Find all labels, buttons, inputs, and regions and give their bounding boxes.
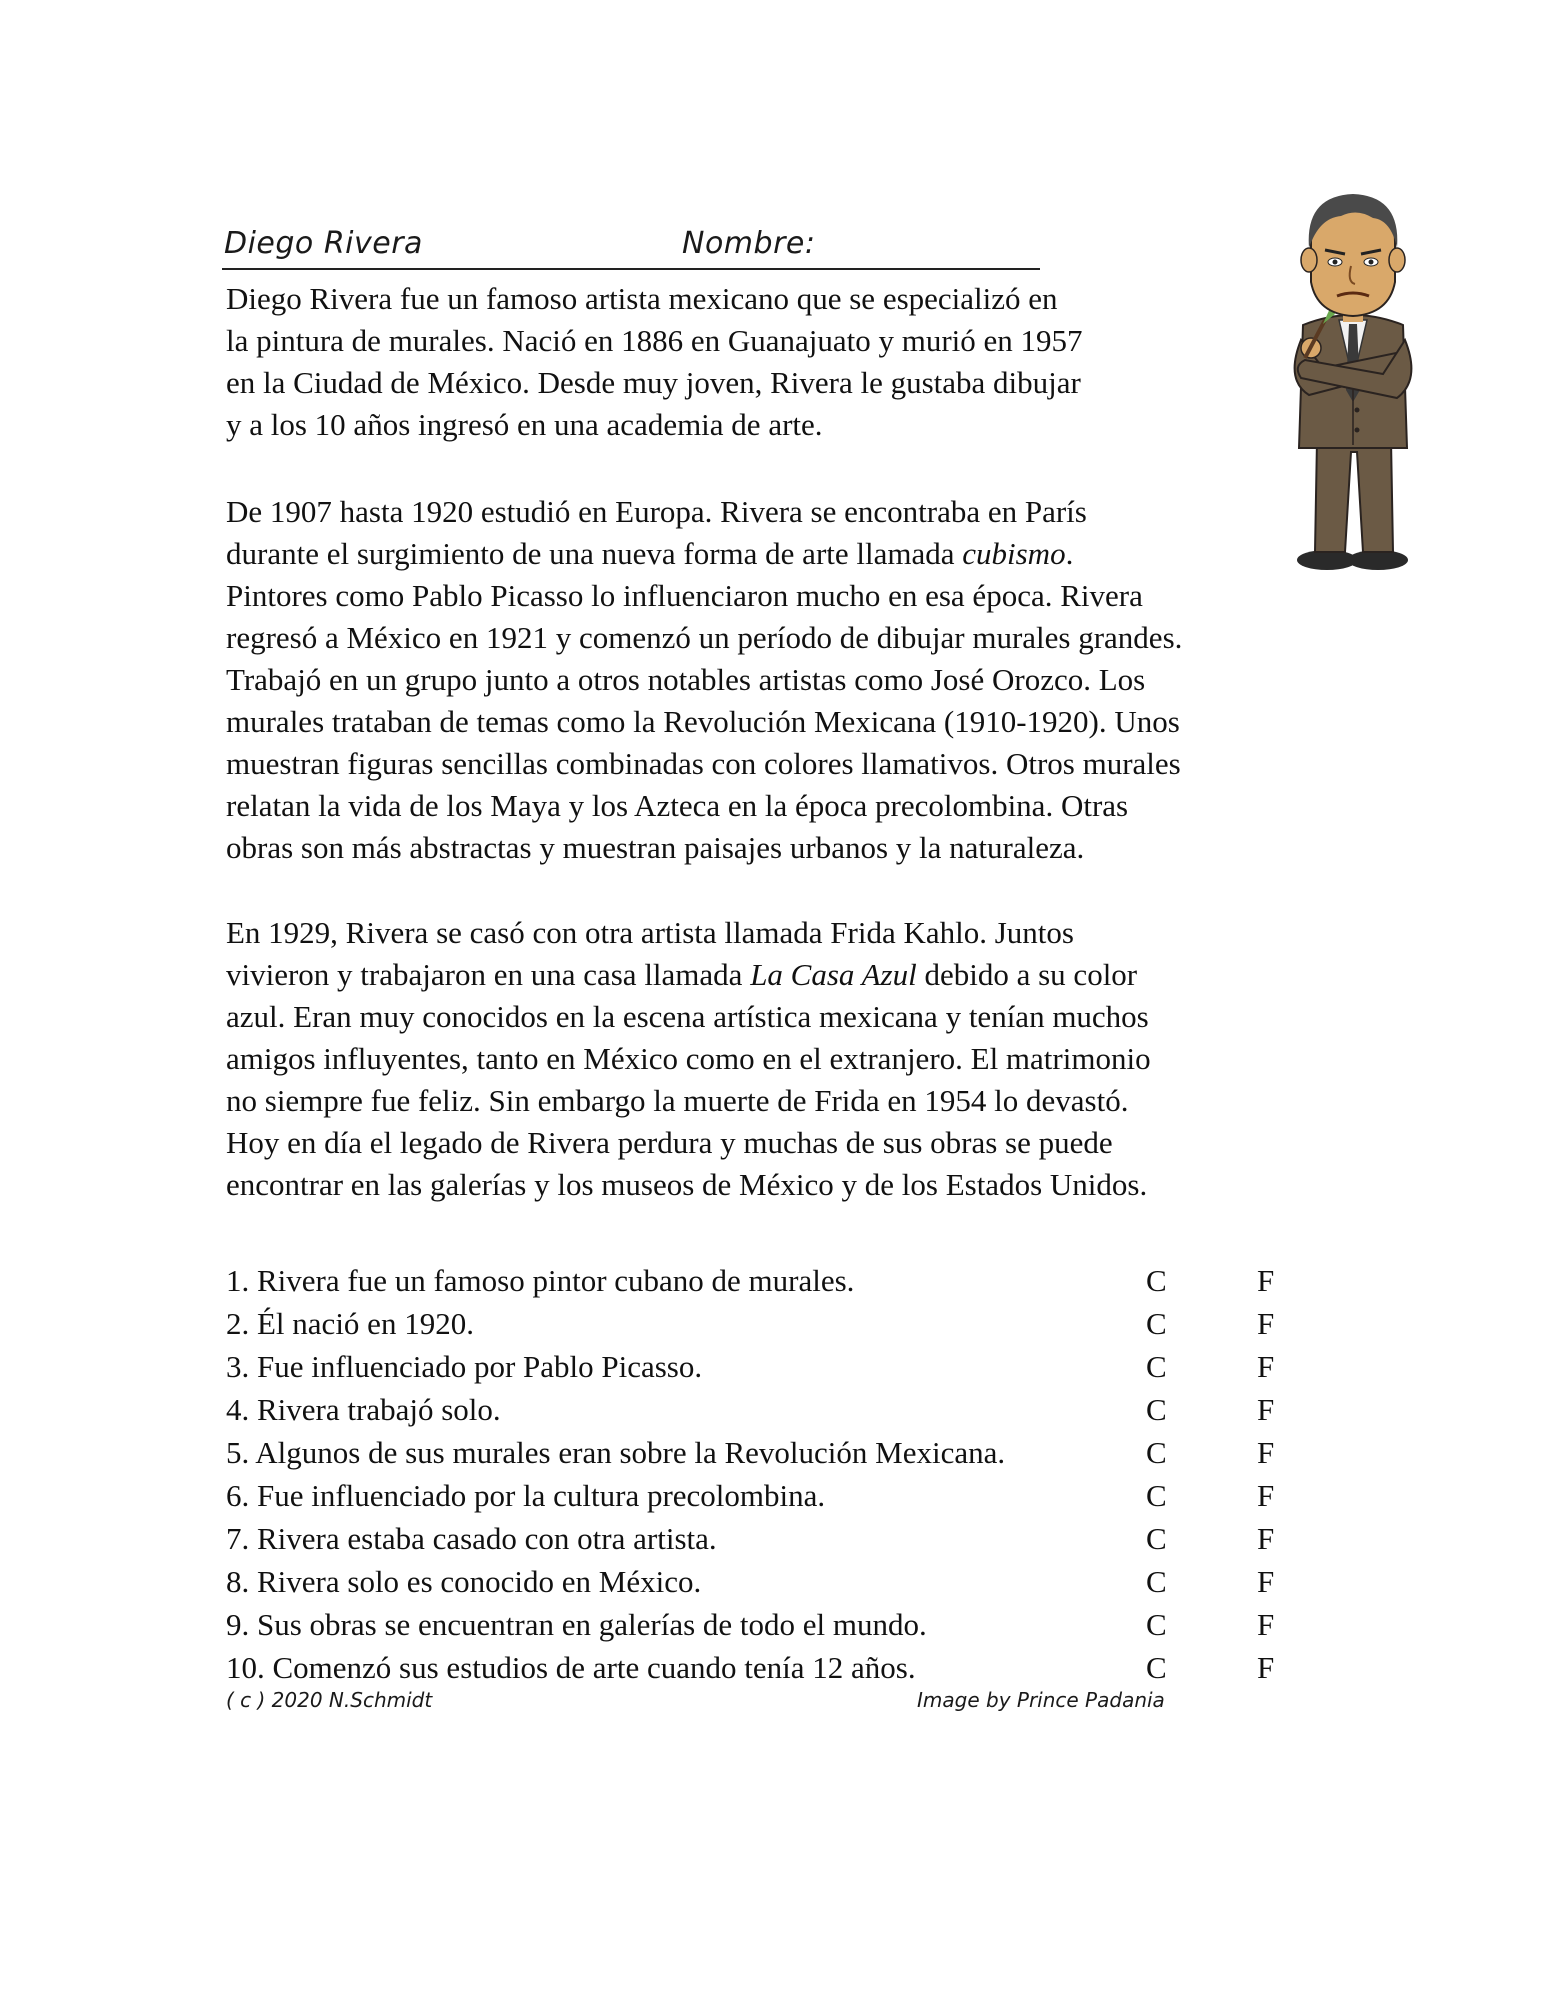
paragraph-line: relatan la vida de los Maya y los Azteca en la época precolombina. Otras bbox=[226, 788, 1129, 823]
paragraph-line: Diego Rivera fue un famoso artista mexicano que se especializó en bbox=[226, 281, 1058, 316]
cierto-option[interactable]: C bbox=[1146, 1306, 1167, 1341]
cierto-option[interactable]: C bbox=[1146, 1435, 1167, 1470]
falso-option[interactable]: F bbox=[1257, 1349, 1275, 1384]
paragraph-line: En 1929, Rivera se casó con otra artista llamada Frida Kahlo. Juntos bbox=[226, 915, 1074, 950]
cierto-option[interactable]: C bbox=[1146, 1478, 1167, 1513]
question-text: 1. Rivera fue un famoso pintor cubano de murales. bbox=[226, 1263, 855, 1298]
worksheet-title: Diego Rivera bbox=[224, 226, 423, 261]
falso-option[interactable]: F bbox=[1257, 1607, 1275, 1642]
line-text: . bbox=[1065, 536, 1074, 571]
question-text: 5. Algunos de sus murales eran sobre la Revolución Mexicana. bbox=[226, 1435, 1006, 1470]
cierto-option[interactable]: C bbox=[1146, 1349, 1167, 1384]
cierto-option[interactable]: C bbox=[1146, 1263, 1167, 1298]
paragraph-line: encontrar en las galerías y los museos de México y de los Estados Unidos. bbox=[226, 1167, 1148, 1202]
image-credit: Image by Prince Padania bbox=[917, 1688, 1165, 1712]
paragraph-line: De 1907 hasta 1920 estudió en Europa. Rivera se encontraba en París bbox=[226, 494, 1087, 529]
paragraph-line: en la Ciudad de México. Desde muy joven, Rivera le gustaba dibujar bbox=[226, 365, 1081, 400]
paragraph-line: la pintura de murales. Nació en 1886 en Guanajuato y murió en 1957 bbox=[226, 323, 1083, 358]
question-item bbox=[226, 1561, 1306, 1604]
line-text: durante el surgimiento de una nueva forma de arte llamada bbox=[226, 536, 963, 571]
cartoon-portrait-icon bbox=[1265, 190, 1440, 575]
question-text: 6. Fue influenciado por la cultura precolombina. bbox=[226, 1478, 826, 1513]
italic-term: cubismo bbox=[962, 536, 1066, 571]
falso-option[interactable]: F bbox=[1257, 1650, 1275, 1685]
falso-option[interactable]: F bbox=[1257, 1435, 1275, 1470]
cierto-option[interactable]: C bbox=[1146, 1650, 1167, 1685]
paragraph-line: muestran figuras sencillas combinadas con colores llamativos. Otros murales bbox=[226, 746, 1181, 781]
paragraph-line: amigos influyentes, tanto en México como en el extranjero. El matrimonio bbox=[226, 1041, 1151, 1076]
question-item bbox=[226, 1432, 1306, 1475]
question-item bbox=[226, 1604, 1306, 1647]
question-text: 8. Rivera solo es conocido en México. bbox=[226, 1564, 702, 1599]
paragraph-line: y a los 10 años ingresó en una academia de arte. bbox=[226, 407, 823, 442]
italic-term: La Casa Azul bbox=[750, 957, 917, 992]
cierto-option[interactable]: C bbox=[1146, 1607, 1167, 1642]
line-text: debido a su color bbox=[916, 957, 1138, 992]
question-item bbox=[226, 1389, 1306, 1432]
cierto-option[interactable]: C bbox=[1146, 1521, 1167, 1556]
question-item bbox=[226, 1518, 1306, 1561]
cierto-option[interactable]: C bbox=[1146, 1564, 1167, 1599]
true-false-questions bbox=[226, 1260, 1306, 1690]
name-label: Nombre: bbox=[682, 226, 816, 261]
falso-option[interactable]: F bbox=[1257, 1263, 1275, 1298]
paragraph-line: regresó a México en 1921 y comenzó un período de dibujar murales grandes. bbox=[226, 620, 1183, 655]
paragraph-line bbox=[226, 533, 1182, 575]
falso-option[interactable]: F bbox=[1257, 1306, 1275, 1341]
question-text: 4. Rivera trabajó solo. bbox=[226, 1392, 501, 1427]
falso-option[interactable]: F bbox=[1257, 1478, 1275, 1513]
copyright-note: ( c ) 2020 N.Schmidt bbox=[226, 1688, 433, 1712]
worksheet-header bbox=[222, 222, 1040, 270]
paragraph-2 bbox=[226, 491, 1182, 869]
question-text: 9. Sus obras se encuentran en galerías de todo el mundo. bbox=[226, 1607, 927, 1642]
question-item bbox=[226, 1346, 1306, 1389]
question-text: 7. Rivera estaba casado con otra artista. bbox=[226, 1521, 717, 1556]
question-text: 10. Comenzó sus estudios de arte cuando tenía 12 años. bbox=[226, 1650, 916, 1685]
trousers bbox=[1315, 440, 1393, 552]
falso-option[interactable]: F bbox=[1257, 1392, 1275, 1427]
falso-option[interactable]: F bbox=[1257, 1564, 1275, 1599]
paragraph-1 bbox=[226, 278, 1083, 446]
paragraph-line: obras son más abstractas y muestran paisajes urbanos y la naturaleza. bbox=[226, 830, 1085, 865]
question-item bbox=[226, 1647, 1306, 1690]
question-item bbox=[226, 1475, 1306, 1518]
paragraph-line: Trabajó en un grupo junto a otros notables artistas como José Orozco. Los bbox=[226, 662, 1146, 697]
question-text: 2. Él nació en 1920. bbox=[226, 1306, 474, 1341]
question-item bbox=[226, 1303, 1306, 1346]
paragraph-line: azul. Eran muy conocidos en la escena artística mexicana y tenían muchos bbox=[226, 999, 1149, 1034]
paragraph-line bbox=[226, 954, 1151, 996]
line-text: vivieron y trabajaron en una casa llamada bbox=[226, 957, 751, 992]
paragraph-line: no siempre fue feliz. Sin embargo la muerte de Frida en 1954 lo devastó. bbox=[226, 1083, 1129, 1118]
question-item bbox=[226, 1260, 1306, 1303]
paragraph-line: Hoy en día el legado de Rivera perdura y muchas de sus obras se puede bbox=[226, 1125, 1113, 1160]
paragraph-line: murales trataban de temas como la Revolución Mexicana (1910-1920). Unos bbox=[226, 704, 1180, 739]
question-text: 3. Fue influenciado por Pablo Picasso. bbox=[226, 1349, 703, 1384]
falso-option[interactable]: F bbox=[1257, 1521, 1275, 1556]
paragraph-3 bbox=[226, 912, 1151, 1206]
cierto-option[interactable]: C bbox=[1146, 1392, 1167, 1427]
paragraph-line: Pintores como Pablo Picasso lo influenciaron mucho en esa época. Rivera bbox=[226, 578, 1143, 613]
